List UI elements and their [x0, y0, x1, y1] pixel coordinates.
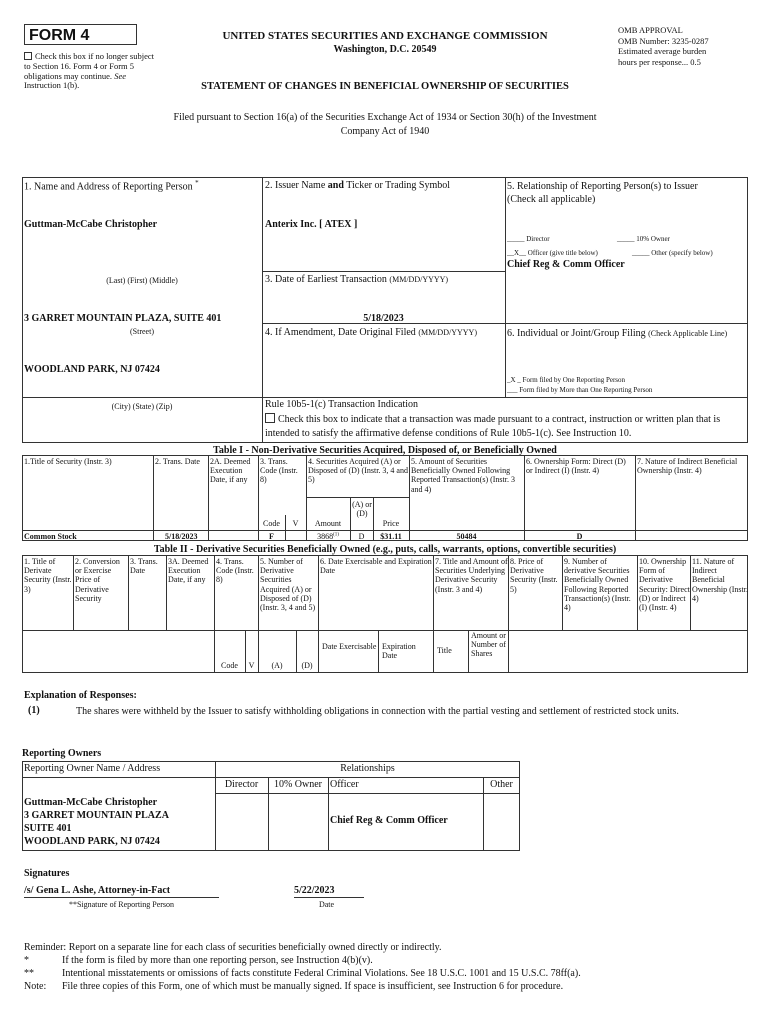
t2-h6: 6. Date Exercisable and Expiration Date: [320, 557, 432, 576]
name-parts-label: (Last) (First) (Middle): [106, 276, 178, 285]
form-title: FORM 4: [24, 24, 137, 45]
t1-h6: 6. Ownership Form: Direct (D) or Indirect (I) (Instr. 4): [526, 457, 626, 476]
t2-h5: 5. Number of Derivative Securities Acquired (A) or Disposed of (D) (Instr. 3, 4 and 5): [260, 557, 316, 612]
t1-h3: 3. Trans. Code (Instr. 8): [260, 457, 298, 485]
t2-h2: 2. Conversion or Exercise Price of Derivative Security: [75, 557, 120, 603]
ten-percent-owner-option[interactable]: _____ 10% Owner: [617, 235, 670, 243]
explanation-num: (1): [28, 705, 40, 716]
signatures-title: Signatures: [24, 868, 70, 879]
rule-10b5-title: Rule 10b5-1(c) Transaction Indication: [265, 399, 419, 410]
t1-sub-code: Code: [263, 519, 280, 528]
agency-name: UNITED STATES SECURITIES AND EXCHANGE COMMISSION: [222, 30, 548, 42]
table1-title: Table I - Non-Derivative Securities Acquired, Disposed of, or Beneficially Owned: [213, 445, 557, 456]
box3-label: 3. Date of Earliest Transaction (MM/DD/YYYY): [265, 274, 449, 285]
t2-h3: 3. Trans. Date: [130, 557, 158, 576]
statement-title: STATEMENT OF CHANGES IN BENEFICIAL OWNERSHIP OF SECURITIES: [201, 81, 569, 92]
city-label: (City) (State) (Zip): [111, 402, 173, 411]
t2-sub-title: Title: [437, 646, 452, 655]
box4-label: 4. If Amendment, Date Original Filed (MM/DD/YYYY): [265, 327, 477, 338]
t1-sub-price: Price: [382, 519, 400, 528]
t1-sub-v: V: [292, 519, 299, 528]
omb-approval: OMB APPROVAL OMB Number: 3235-0287 Estimated average burden hours per response... 0.5: [618, 25, 709, 67]
t1-row-aord: D: [358, 532, 365, 541]
t2-sub-date-ex: Date Exercisable: [322, 642, 377, 651]
owners-title: Reporting Owners: [22, 748, 102, 759]
t1-h2a: 2A. Deemed Execution Date, if any: [210, 457, 251, 485]
owners-col-officer: Officer: [330, 779, 359, 790]
issuer-name: Anterix Inc. [ ATEX ]: [265, 219, 358, 230]
t2-sub-d: (D): [301, 661, 313, 670]
table2-title: Table II - Derivative Securities Beneficially Owned (e.g., puts, calls, warrants, options, convertible securities): [153, 544, 617, 555]
signature-date-label: Date: [318, 900, 335, 909]
t1-row-date: 5/18/2023: [165, 532, 198, 541]
t1-sub-amount: Amount: [314, 519, 342, 528]
reporting-person-name: Guttman-McCabe Christopher: [24, 219, 158, 230]
t1-row-owned: 50484: [456, 532, 477, 541]
t2-sub-a: (A): [271, 661, 283, 670]
t2-sub-amount: Amount or Number of Shares: [471, 631, 506, 659]
star1-text: If the form is filed by more than one reporting person, see Instruction 4(b)(v).: [62, 955, 373, 966]
officer-option[interactable]: __X__ Officer (give title below): [507, 249, 598, 257]
reporting-person-street: 3 GARRET MOUNTAIN PLAZA, SUITE 401: [24, 313, 222, 324]
earliest-transaction-date: 5/18/2023: [363, 313, 404, 324]
owners-col-name: Reporting Owner Name / Address: [24, 763, 161, 774]
note-label: Note:: [24, 981, 47, 992]
t1-row-title: Common Stock: [24, 532, 77, 541]
t2-h11: 11. Nature of Indirect Beneficial Ownership (Instr. 4): [692, 557, 748, 603]
other-option[interactable]: _____ Other (specify below): [632, 249, 713, 257]
t1-row-form: D: [576, 532, 583, 541]
t2-sub-code: Code: [221, 661, 238, 670]
t2-h9: 9. Number of derivative Securities Beneficially Owned Following Reported Transaction(s) (Instr. 4): [564, 557, 631, 612]
t1-row-code: F: [269, 532, 274, 541]
t2-sub-exp: Expiration Date: [382, 642, 416, 661]
box1-label: 1. Name and Address of Reporting Person *: [24, 179, 199, 193]
owners-col-ten: 10% Owner: [273, 779, 323, 790]
box2-label: 2. Issuer Name and Ticker or Trading Symbol: [265, 180, 451, 191]
t1-h2: 2. Trans. Date: [155, 457, 200, 466]
owners-col-rel: Relationships: [340, 763, 395, 774]
t1-h4: 4. Securities Acquired (A) or Disposed of (D) (Instr. 3, 4 and 5): [308, 457, 408, 485]
owners-col-other: Other: [490, 779, 513, 790]
owners-col-director: Director: [224, 779, 259, 790]
t2-sub-v: V: [248, 661, 255, 670]
officer-title: Chief Reg & Comm Officer: [507, 259, 625, 270]
no-longer-subject-checkbox[interactable]: [24, 52, 32, 60]
t1-h7: 7. Nature of Indirect Beneficial Ownership (Instr. 4): [637, 457, 738, 476]
t2-h3a: 3A. Deemed Execution Date, if any: [168, 557, 209, 585]
owner-officer-title: Chief Reg & Comm Officer: [330, 815, 448, 826]
t1-sub-aord: (A) or (D): [352, 500, 372, 519]
owner-name-address: Guttman-McCabe Christopher 3 GARRET MOUNTAIN PLAZA SUITE 401 WOODLAND PARK, NJ 07424: [24, 797, 169, 847]
multiple-persons-option[interactable]: ___ Form filed by More than One Reporting Person: [507, 386, 653, 394]
director-option[interactable]: _____ Director: [507, 235, 550, 243]
t2-h8: 8. Price of Derivative Security (Instr. 5): [510, 557, 558, 594]
agency-address: Washington, D.C. 20549: [333, 44, 437, 55]
one-person-option[interactable]: _X _ Form filed by One Reporting Person: [507, 376, 626, 384]
t2-h1: 1. Title of Derivate Security (Instr. 3): [24, 557, 72, 594]
star1: *: [24, 955, 29, 966]
no-longer-subject-checkbox-text: Check this box if no longer subject to Section 16. Form 4 or Form 5 obligations may continue. See Instruction 1(b).: [24, 51, 154, 91]
t1-row-price: $31.11: [380, 532, 402, 541]
signature-date: 5/22/2023: [294, 885, 335, 896]
t2-h7: 7. Title and Amount of Securities Underlying Derivative Security (Instr. 3 and 4): [435, 557, 508, 594]
rule-10b5-text: Check this box to indicate that a transaction was made pursuant to a contract, instruction or written plan that is intended to satisfy the affirmative defense conditions of Rule 10b5-1(c). See Instruction 10.: [265, 414, 721, 439]
filed-pursuant: Filed pursuant to Section 16(a) of the Securities Exchange Act of 1934 or Section 30(h) of the Investment Company Act of 1940: [173, 112, 597, 137]
signature-value: /s/ Gena L. Ashe, Attorney-in-Fact: [24, 885, 171, 896]
t2-h4: 4. Trans. Code (Instr. 8): [216, 557, 254, 585]
reporting-person-city: WOODLAND PARK, NJ 07424: [24, 364, 160, 375]
note-text: File three copies of this Form, one of which must be manually signed. If space is insufficient, see Instruction 6 for procedure.: [62, 981, 564, 992]
rule-10b5-checkbox[interactable]: [265, 413, 275, 423]
star2: **: [24, 968, 34, 979]
explanation-text: The shares were withheld by the Issuer to satisfy withholding obligations in connection with the partial vesting and settlement of restricted stock units.: [76, 706, 679, 717]
t1-h1: 1.Title of Security (Instr. 3): [24, 457, 112, 466]
t1-row-amount: 3868$^{(1)}$: [317, 532, 339, 541]
explanation-title: Explanation of Responses:: [24, 690, 137, 701]
t1-h5: 5. Amount of Securities Beneficially Owned Following Reported Transaction(s) (Instr. 3 and 4): [411, 457, 515, 494]
street-label: (Street): [130, 327, 154, 336]
box6-label: 6. Individual or Joint/Group Filing (Check Applicable Line): [507, 328, 728, 339]
signature-label: **Signature of Reporting Person: [68, 900, 175, 909]
t2-h10: 10. Ownership Form of Derivative Security: Direct (D) or Indirect (I) (Instr. 4): [639, 557, 690, 612]
reminder: Reminder: Report on a separate line for each class of securities beneficially owned directly or indirectly.: [24, 942, 442, 953]
star2-text: Intentional misstatements or omissions of facts constitute Federal Criminal Violations. See 18 U.S.C. 1001 and 15 U.S.C. 78ff(a).: [62, 968, 581, 979]
box5-label: 5. Relationship of Reporting Person(s) to Issuer (Check all applicable): [507, 181, 698, 205]
